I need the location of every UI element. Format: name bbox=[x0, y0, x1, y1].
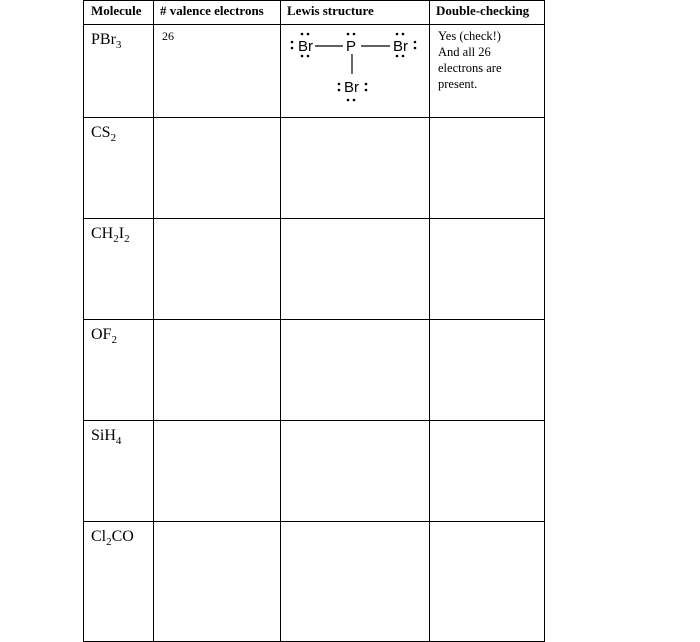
molecule-formula-subscript: 2 bbox=[106, 536, 112, 548]
header-molecule: Molecule bbox=[84, 1, 154, 25]
lewis-structure-cell[interactable] bbox=[281, 421, 430, 522]
valence-electrons-cell[interactable] bbox=[154, 118, 281, 219]
molecule-formula-base: CS bbox=[91, 124, 111, 141]
molecule-cell bbox=[84, 118, 154, 219]
molecule-formula-subscript: 3 bbox=[115, 39, 122, 51]
atom-central-phosphorus: P bbox=[346, 38, 357, 55]
double-checking-cell[interactable] bbox=[430, 421, 545, 522]
table-row bbox=[84, 118, 545, 219]
lewis-structure-cell[interactable] bbox=[281, 320, 430, 421]
check-line: Yes (check!) bbox=[438, 29, 501, 43]
atom-bottom-bromine: Br bbox=[344, 79, 359, 96]
lewis-structure-cell bbox=[281, 25, 430, 118]
header-row bbox=[84, 1, 545, 25]
check-line: present. bbox=[438, 77, 478, 91]
molecule-formula-base: CH bbox=[91, 225, 114, 242]
molecule-cell bbox=[84, 522, 154, 642]
check-line: electrons are bbox=[438, 61, 502, 75]
molecule-formula-base: Cl bbox=[91, 528, 107, 545]
molecule-formula-base: SiH bbox=[91, 427, 116, 444]
header-valence-electrons: # valence electrons bbox=[154, 1, 281, 25]
valence-electrons-cell: 26 bbox=[154, 25, 281, 118]
table-row bbox=[84, 219, 545, 320]
lewis-structure-worksheet-table bbox=[83, 0, 545, 642]
molecule-formula-base: OF bbox=[91, 326, 112, 343]
table-row bbox=[84, 522, 545, 642]
double-checking-cell[interactable] bbox=[430, 522, 545, 642]
molecule-cell bbox=[84, 25, 154, 118]
double-checking-cell bbox=[430, 25, 545, 118]
table-row bbox=[84, 25, 545, 118]
lewis-structure-cell[interactable] bbox=[281, 219, 430, 320]
atom-left-bromine: Br bbox=[298, 38, 313, 55]
header-double-checking: Double-checking bbox=[430, 1, 545, 25]
pbr3-lewis-structure-drawing bbox=[281, 25, 430, 111]
molecule-formula-subscript-2: 2 bbox=[124, 233, 130, 245]
lewis-structure-cell[interactable] bbox=[281, 522, 430, 642]
molecule-formula-base-2: I bbox=[118, 225, 125, 242]
check-line: And all 26 bbox=[438, 45, 491, 59]
molecule-formula-subscript: 2 bbox=[111, 334, 117, 346]
molecule-formula-subscript: 2 bbox=[113, 233, 119, 245]
molecule-cell bbox=[84, 219, 154, 320]
molecule-formula-subscript: 2 bbox=[110, 132, 117, 144]
valence-electrons-cell[interactable] bbox=[154, 522, 281, 642]
valence-electrons-cell[interactable] bbox=[154, 219, 281, 320]
molecule-cell bbox=[84, 320, 154, 421]
valence-electrons-cell[interactable] bbox=[154, 320, 281, 421]
double-checking-cell[interactable] bbox=[430, 118, 545, 219]
molecule-cell bbox=[84, 421, 154, 522]
table-row bbox=[84, 421, 545, 522]
atom-right-bromine: Br bbox=[393, 38, 408, 55]
table-row bbox=[84, 320, 545, 421]
lone-pair-phosphorus bbox=[347, 33, 356, 36]
double-checking-cell[interactable] bbox=[430, 219, 545, 320]
lewis-structure-cell[interactable] bbox=[281, 118, 430, 219]
header-lewis-structure: Lewis structure bbox=[281, 1, 430, 25]
molecule-formula-base: PBr bbox=[91, 31, 116, 48]
molecule-formula-base-2: CO bbox=[111, 528, 134, 545]
valence-electrons-cell[interactable] bbox=[154, 421, 281, 522]
worksheet-table-container bbox=[83, 0, 544, 604]
double-checking-cell[interactable] bbox=[430, 320, 545, 421]
molecule-formula-subscript: 4 bbox=[115, 435, 122, 447]
